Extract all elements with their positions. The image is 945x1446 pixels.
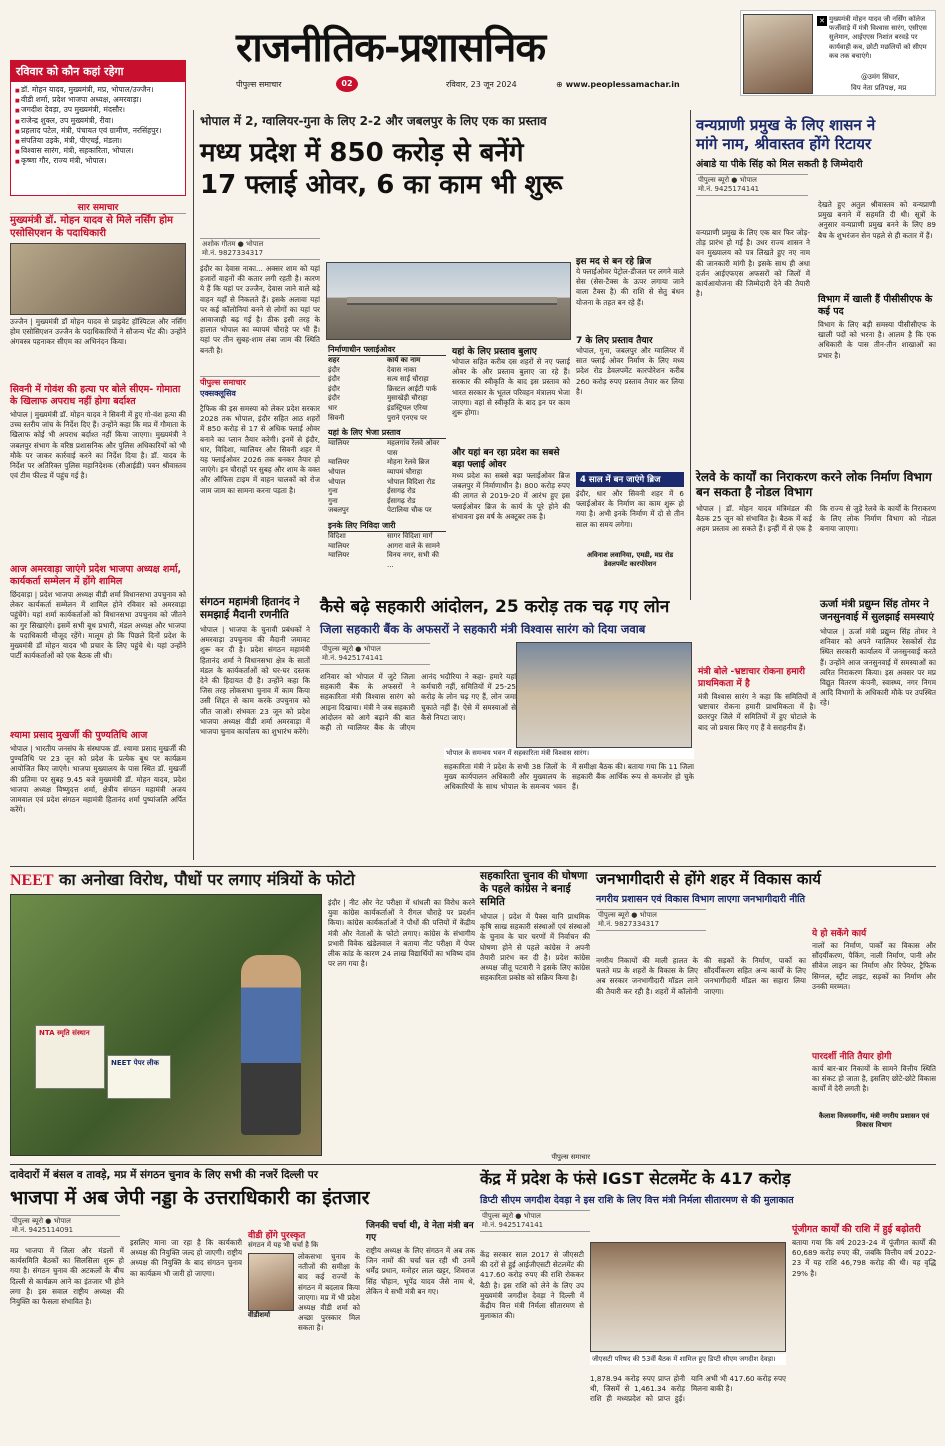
who-where-title: रविवार को कौन कहां रहेगा	[11, 61, 185, 82]
section-rule	[10, 866, 936, 867]
cell: इंदौर	[328, 375, 340, 384]
table-row	[328, 542, 446, 552]
list-item: ■ डॉ. मोहन यादव, मुख्यमंत्री, मप्र, भोपाल/उज्जैन।	[15, 85, 181, 95]
website-link[interactable]: www.peoplessamachar.in	[565, 79, 680, 89]
bjp-byline	[10, 1215, 120, 1237]
forest-text: देखते हुए अतुल श्रीवास्तव को वन्यप्राणी प्रमुख बनाने में सहमति दी थी। सूत्रों के अनुसार वन्यप्राणी प्रमुख बनने के लिए 89 बैच के शुभरंजन सेन पहले से ही कतार में हैं।	[818, 200, 936, 240]
col-text: इंदौर, धार और सिवनी शहर में 6 फ्लाईओवर के निर्माण का काम शुरू हो गया है। अभी इनके निर्माण में दो से तीन साल का समय लगेगा।	[576, 489, 684, 529]
table-under-construction	[328, 344, 446, 570]
energy-story	[820, 598, 936, 817]
cell: जबलपुर	[328, 506, 349, 515]
quote-author: @उमंग सिंघार,	[861, 73, 900, 81]
byline-mobile: मो.नं. 9827334317	[598, 920, 660, 928]
jan-side-headline: ये हो सकेंगे कार्य	[812, 929, 867, 939]
table-row	[328, 497, 446, 507]
table-row	[328, 506, 446, 516]
igst-photo-caption: जीएसटी परिषद की 53वीं बैठक में शामिल हुए डिप्टी सीएम जगदीश देवड़ा।	[590, 1354, 786, 1365]
table-row	[328, 532, 446, 542]
cell: गुना	[328, 496, 338, 505]
bjp-story	[10, 1168, 475, 1333]
sar-samachar-label: सार समाचार	[10, 200, 186, 214]
flyover-photo	[326, 262, 571, 340]
forest-headline-2: मांगे नाम, श्रीवास्तव होंगे रिटायर	[696, 135, 872, 153]
paper-name: पीपुल्स समाचार	[236, 79, 282, 89]
vd-headline: वीडी होंगे पुरस्कृत	[248, 1231, 306, 1241]
neet-headline-red: NEET	[10, 872, 54, 889]
coop-text: शनिवार को भोपाल में जुटे जिला सहकारी बैंक के अफसरों ने सहकारिता मंत्री विश्वास सारंग को आइना दिखाया। मंत्री ने जब सहकारी आंदोलन को आगे बढ़ाने की बात कही तो ग्वालियर बैंक के जीएम आनंद भदौरिया ने कहा- हमारे यहां कर्मचारी नहीं, समितियों में 25-25 करोड़ के लोन चढ़ गए हैं, लोन जमा चुकाते नहीं हैं। ऐसे में समस्याओं से कैसे निपटा जाए।	[320, 672, 516, 733]
highlight-box-title: 4 साल में बन जाएंगे ब्रिज	[576, 472, 684, 487]
lead-headline-1: मध्य प्रदेश में 850 करोड़ से बनेंगे	[200, 138, 524, 168]
cell: क्रिस्टल आईटी पार्क	[387, 384, 437, 393]
congress-story	[480, 870, 590, 1161]
igst-headline: केंद्र में प्रदेश के फंसे IGST सेटलमेंट के 417 करोड़	[480, 1169, 791, 1188]
forest-byline	[696, 174, 808, 196]
brief-caption: उज्जैन | मुख्यमंत्री डॉ मोहन यादव से प्राइवेट हॉस्पिटल और नर्सिंग होम एसोसिएशन उज्जैन के पदाधिकारियों ने सौजन्य भेंट की। उन्होंने अंगवस्त्र पहनाकर सीएम का अभिनंदन किया।	[10, 317, 186, 347]
coop-meeting-photo	[516, 642, 692, 748]
byline-name: पीपुल्स ब्यूरो ● भोपाल	[598, 911, 657, 919]
vd-box	[248, 1228, 360, 1333]
cell: महलगांव रेलवे ओवर पास	[387, 439, 440, 457]
quote-box	[740, 10, 936, 96]
bjp-headline: भाजपा में अब जेपी नड्डा के उत्तराधिकारी का इंतजार	[10, 1187, 370, 1209]
table-row	[328, 551, 446, 570]
byline-mobile: मो.नं. 9425114091	[12, 1226, 74, 1234]
table-row	[328, 385, 446, 395]
byline-mobile: मो.नं. 9425174141	[322, 654, 384, 662]
list-item: ■ प्रहलाद पटेल, मंत्री, पंचायत एवं ग्रामीण, नरसिंहपुर।	[15, 126, 181, 136]
brief-headline: सिवनी में गोवंश की हत्या पर बोले सीएम- गोमाता के खिलाफ अपराध नहीं होगा बर्दाश्त	[10, 384, 181, 407]
cell: धार	[328, 403, 337, 412]
bjp-col4-text: राष्ट्रीय अध्यक्ष के लिए संगठन में अब तक जिन नामों की चर्चा चल रही थी उनमें धर्मेंद्र प्रधान, मनोहर लाल खट्टर, शिवराज सिंह चौहान, भूपेंद्र यादव जैसे नाम थे, लेकिन ये सभी मंत्री बन गए।	[366, 1246, 475, 1296]
neet-story	[10, 870, 475, 1067]
cell: ग्वालियर	[328, 551, 350, 560]
forest-col2	[818, 200, 936, 440]
coop-story	[320, 596, 816, 792]
forest-text: वन्यप्राणी प्रमुख के लिए एक बार फिर जोड़-तोड़ प्रारंभ हो गई है। उधर राज्य शासन ने वन मुख्यालय को पत्र लिखते हुए नए नाम की जानकारी मांगी है। इसके साथ ही अधा दर्जन आईएफएस अफसरों को जिलों में कार्यआयोजना की जिम्मेदारी देने की तैयारी है।	[696, 228, 810, 299]
who-where-list	[11, 82, 185, 170]
table-header	[328, 356, 446, 366]
subhead: 7 के लिए प्रस्ताव तैयार	[576, 336, 653, 346]
table-title: इनके लिए निविदा जारी	[328, 520, 446, 532]
igst-subhead: डिप्टी सीएम जगदीश देवड़ा ने इस राशि के लिए वित्त मंत्री निर्मला सीतारमण से की मुलाकात	[480, 1195, 794, 1206]
cell: इंदौर	[328, 365, 340, 374]
igst-byline	[480, 1210, 590, 1232]
list-item: ■ विश्वास सारंग, मंत्री, सहकारिता, भोपाल।	[15, 146, 181, 156]
exclusive-badge	[200, 376, 320, 399]
cell: देवास नाका	[387, 365, 417, 374]
vd-sharma-photo	[248, 1253, 294, 1311]
rail-headline: रेलवे के कार्यों का निराकरण करने लोक निर्माण विभाग बन सकता है नोडल विभाग	[696, 470, 932, 499]
cell: इंदौर	[328, 384, 340, 393]
flyover-deck-shape	[347, 297, 557, 305]
quote-text: मुख्यमंत्री मोहन यादव जी नर्सिंग कॉलेज फर्जीवाड़े में मंत्री विश्वास सारंग, एसीएस सुलेमान, आईएएस निशांत बरवड़े पर कार्यवाही कब, छोटी मछलियों को सीएम कब तक बचाएंगे।	[829, 15, 927, 60]
page-number: 02	[336, 76, 358, 92]
jan-subhead: नगरीय प्रशासन एवं विकास विभाग लाएगा जनभागीदारी नीति	[596, 894, 806, 905]
byline-name: पीपुल्स ब्यूरो ● भोपाल	[482, 1212, 541, 1220]
energy-text: भोपाल | ऊर्जा मंत्री प्रद्युम्न सिंह तोमर ने शनिवार को अपने ग्वालियर रेसकोर्स रोड स्थित सरकारी कार्यालय में जनसुनवाई करते हैं। उन्होंने आज जनसुनवाई में समस्याओं का त्वरित निराकरण किया। इस अवसर पर मप्र विद्युत वितरण कंपनी, स्वास्थ्य, नगर निगम आदि विभागों के अधिकारी मौके पर उपस्थित रहे।	[820, 627, 936, 708]
list-item: ■ वीडी शर्मा, प्रदेश भाजपा अध्यक्ष, अमरवाड़ा।	[15, 95, 181, 105]
vd-subhead: संगठन में यह भी चर्चा है कि	[248, 1241, 319, 1249]
byline-mobile: मो.नं. 9827334317	[202, 249, 264, 257]
neet-poster	[107, 1055, 171, 1099]
neet-headline-rest: का अनोखा विरोध, पौधों पर लगाए मंत्रियों के फोटो	[59, 870, 355, 889]
brief-headline: मुख्यमंत्री डॉ. मोहन यादव से मिले नर्सिंग होम एसोसिएशन के पदाधिकारी	[10, 215, 174, 239]
bjp-text: इसलिए माना जा रहा है कि कार्यकारी अध्यक्ष की नियुक्ति जल्द हो जाएगी। राष्ट्रीय अध्यक्ष की नियुक्ति के बाद संगठन चुनाव का कार्यक्रम भी जारी हो जाएगा।	[130, 1238, 242, 1278]
column-divider	[193, 110, 194, 860]
vd-text: लोकसभा चुनाव के नतीजों की समीक्षा के बाद कई राज्यों के संगठन में बदलाव किया जाएगा। मप्र में भी प्रदेश अध्यक्ष वीडी शर्मा को अच्छा पुरस्कार मिल सकता है।	[298, 1252, 360, 1333]
cell: मोहना रेलवे ब्रिज	[387, 458, 430, 467]
table-row	[328, 394, 446, 404]
sangathan-text: भोपाल | भाजपा के चुनावी प्रबंधकों ने अमरवाड़ा उपचुनाव की मैदानी जमावट शुरू कर दी है। प्रदेश संगठन महामंत्री हितानंद शर्मा ने विधानसभा क्षेत्र के सातों मंडल के कार्यकर्ताओं को घर-घर दस्तक देने की हिदायत दी है। उन्होंने कहा कि जिस तरह लोकसभा चुनाव में काम किया उसी शिद्दत से काम करके उपचुनाव को जीत जाओ। संभवतः 23 जून को प्रदेश भाजपा अध्यक्ष वीडी शर्मा अमरवाड़ा में भाजपा चुनाव कार्यालय का शुभारंभ करेंगे।	[200, 625, 310, 737]
table-row	[328, 478, 446, 488]
cell: मुसाखेड़ी चौराहा	[387, 394, 428, 403]
cell: इंदौर	[328, 394, 340, 403]
rail-text: भोपाल | डॉ. मोहन यादव मंत्रिमंडल की बैठक 25 जून को संभावित है। बैठक में कई अहम प्रस्ताव आ सकते हैं। इन्हीं में से एक है कि राज्य से जुड़े रेलवे के कार्यों के निराकरण के लिए लोक निर्माण विभाग को नोडल बनाया जाएगा।	[696, 504, 936, 534]
subhead: और यहां बन रहा प्रदेश का सबसे बड़ा फ्लाई ओवर	[452, 448, 560, 470]
cell: सिवनी	[328, 413, 345, 422]
bjp-col4	[366, 1220, 475, 1446]
who-where-box	[10, 60, 186, 196]
neet-protest-photo	[10, 894, 322, 1156]
badge-paper: पीपुल्स समाचार	[200, 378, 246, 387]
globe-icon: ⊕	[556, 79, 563, 89]
table-row	[328, 487, 446, 497]
poster-text: NTA स्मृति संस्थान	[39, 1029, 90, 1037]
poster-text: NEET पेपर लीक	[111, 1059, 159, 1067]
cell: आगरा वाले के सामने	[387, 541, 440, 550]
jan-side-sign: कैलाश विजयवर्गीय, मंत्री नगरीय प्रशासन एवं विकास विभाग	[818, 1112, 930, 1129]
lead-headline-2: 17 फ्लाई ओवर, 6 का काम भी शुरू	[200, 170, 563, 200]
brief-amarwara	[10, 564, 186, 708]
table-title: निर्माणाधीन फ्लाईओवर	[328, 344, 446, 356]
table-row	[328, 375, 446, 385]
cell: विदिशा	[328, 531, 346, 540]
byline-name: पीपुल्स ब्यूरो ● भोपाल	[698, 176, 757, 184]
brief-text: भोपाल | मुख्यमंत्री डॉ. मोहन यादव ने सिवनी में हुए गो-वंश हत्या की उच्च स्तरीय जांच के निर्देश दिए हैं। उन्होंने कहा कि मप्र में गौमाता के खिलाफ कोई भी अपराध बर्दाश्त नहीं किया जाएगा। मुख्यमंत्री ने जबलपुर संभाग के वरिष्ठ प्रशासनिक और पुलिस अधिकारियों को भी मौके पर जाकर कार्रवाई करने का निर्देश दिया है। डॉ. यादव के निर्देश पर अतिरिक्त पुलिस महानिदेशक (सीआईडी) पवन श्रीवास्तव एवं टीम फील्ड में पहुंच गई है।	[10, 410, 186, 481]
igst-side-text: बताया गया कि वर्ष 2023-24 में पूंजीगत कार्यों की 60,689 करोड़ रुपए की, जबकि वित्तीय वर्ष 2022-23 में यह राशि 46,798 करोड़ की थी। यह वृद्धि 29% है।	[792, 1238, 936, 1278]
forest-story	[696, 116, 936, 360]
subhead: यहां के लिए प्रस्ताव बुलाए	[452, 347, 537, 357]
byline-name: अशोक गौतम ● भोपाल	[202, 240, 264, 248]
brief-headline: श्यामा प्रसाद मुखर्जी की पुण्यतिथि आज	[10, 730, 148, 741]
neet-poster	[35, 1025, 105, 1089]
brief-mukherjee	[10, 730, 186, 856]
column-divider	[690, 110, 691, 600]
igst-side-headline: पूंजीगत कार्यों की राशि में हुई बढ़ोतरी	[792, 1224, 921, 1235]
forest-subhead: अंबाडे या पीके सिंह को मिल सकती है जिम्मेदारी	[696, 159, 863, 170]
jan-headline: जनभागीदारी से होंगे शहर में विकास कार्य	[596, 870, 821, 888]
coop-photo-caption: भोपाल के समन्वय भवन में सहकारिता मंत्री विश्वास सारंग।	[444, 748, 694, 759]
brief-text: भोपाल | भारतीय जनसंघ के संस्थापक डॉ. श्यामा प्रसाद मुखर्जी की पुण्यतिथि पर 23 जून को प्रदेश के प्रत्येक बूथ पर कार्यक्रम आयोजित किए जाएंगे। भाजपा मुख्यालय के पास स्थित डॉ. मुखर्जी की प्रतिमा पर सुबह 9.45 बजे मुख्यमंत्री डॉ. मोहन यादव, प्रदेश भाजपा अध्यक्ष विष्णुदत्त शर्मा, क्षेत्रीय संगठन महामंत्री अजय जामवाल एवं प्रदेश संगठन महामंत्री हितानंद शर्मा पुष्पांजलि अर्पित करेंगे।	[10, 744, 186, 815]
cell: सागर विदिशा मार्ग	[387, 531, 433, 540]
subhead: इस मद से बन रहे ब्रिज	[576, 257, 652, 267]
issue-date: रविवार, 23 जून 2024	[446, 79, 517, 89]
table-row	[328, 468, 446, 478]
byline-name: पीपुल्स ब्यूरो ● भोपाल	[322, 645, 381, 653]
jan-story	[596, 870, 936, 1129]
brief-nursing	[10, 214, 186, 357]
nursing-meeting-photo	[10, 243, 186, 315]
lead-col1b-text: ट्रैफिक की इस समस्या को लेकर प्रदेश सरकार 2028 तक भोपाल, इंदौर सहित आठ शहरों में 850 करोड़ से 17 से अधिक फ्लाई ओवर बनाने का प्लान तैयार करेगी। इनमें से इंदौर, धार, विदिशा, ग्वालियर और सिवनी शहर में यह फ्लाईओवर 2026 तक बनकर तैयार हो जाएंगे। इन चौराहों पर सुबह और शाम के वक्त और ऑफिस टाइम में वाहन चालकों को रोज जाम जाम का सामना करना पड़ता है।	[200, 404, 320, 495]
coop-side	[698, 666, 816, 852]
coop-byline	[320, 643, 430, 665]
bjp-col4-headline: जिनकी चर्चा थी, वे नेता मंत्री बन गए	[366, 1221, 474, 1243]
col-text: भोपाल सहित करीब दस शहरों से नए फ्लाई ओवर के और प्रस्ताव बुलाए जा रहे हैं। सरकार की स्वीकृति के बाद इस प्रस्ताव को भारत सरकार के भूतल परिवहन मंत्रालय भेजा जाएगा। वहां से स्वीकृति के बाद इन पर काम शुरू होगा।	[452, 357, 570, 418]
table-head-work: कार्य का नाम	[387, 356, 421, 364]
umang-singhar-photo	[743, 14, 813, 94]
cell: सत्य साईं चौराहा	[387, 375, 429, 384]
congress-sign: पीपुल्स समाचार	[551, 1153, 590, 1161]
table-row	[328, 366, 446, 376]
jan-text: नगरीय निकायों की माली हालत के चलते मप्र के शहरों के विकास के लिए अब सरकार जनभागीदारी मॉडल लाने की तैयारी कर रही है। शहरों में कॉलोनी की सड़कों के निर्माण, पार्को का सौंदर्यीकरण सहित अन्य कार्यों के लिए जनभागीदारी मॉडल का सहारा लिया जाएगा।	[596, 956, 806, 996]
col-text: मध्य प्रदेश का सबसे बड़ा फ्लाईओवर ब्रिज जबलपुर में निर्माणाधीन है। 800 करोड़ रुपए की लागत से 2019-20 में आरंभ हुए इस फ्लाईओवर ब्रिज के कार्य के पूरे होने की संभावना इस वर्ष के अक्टूबर तक है।	[452, 471, 570, 521]
x-logo-icon: ✕	[817, 16, 827, 26]
table-head-city: शहर	[328, 356, 340, 364]
jan-side-text: कार्य बार-बार निकायों के सामने वित्तीय स्थिति का संकट हो जाता है, इसलिए छोटे-छोटे विकास कार्यों में देरी लगती है।	[812, 1064, 936, 1094]
byline-name: पीपुल्स ब्यूरो ● भोपाल	[12, 1217, 71, 1225]
badge-label: एक्सक्लूसिव	[200, 389, 236, 398]
cell: ग्वालियर	[328, 541, 350, 550]
byline-mobile: मो.नं. 9425174141	[482, 1221, 544, 1229]
igst-text: केंद्र सरकार साल 2017 से जीएसटी की दरों से हुई आईजीएसटी सेटलमेंट की 417.60 करोड़ रुपए की राशि रोककर बैठी है। इस राशि को लेने के लिए उप मुख्यमंत्री जगदीश देवड़ा ने दिल्ली में केंद्रीय वित्त मंत्री निर्मला सीतारमण से मुलाकात की।	[480, 1250, 584, 1321]
table-row	[328, 404, 446, 414]
congress-headline: सहकारिता चुनाव की घोषणा के पहले कांग्रेस ने बनाई समिति	[480, 870, 588, 908]
table-title: यहां के लिए भेजा प्रस्ताव	[328, 427, 446, 439]
table-row	[328, 414, 446, 424]
brief-headline: आज अमरवाड़ा जाएंगे प्रदेश भाजपा अध्यक्ष शर्मा, कार्यकर्ता सम्मेलन में होंगे शामिल	[10, 564, 182, 587]
bjp-text: मप्र भाजपा में जिला और मंडलों में कार्यसमिति बैठकों का सिलसिला शुरू हो गया है। संगठन चुनाव की अटकलों के बीच दिल्ली से कार्यक्रम आने का इंतजार भी होने लगा है। इस सवाल राष्ट्रीय अध्यक्ष की नियुक्ति का फैसला संभावित है।	[10, 1246, 124, 1307]
col-text: ये फ्लाईओवर पेट्रोल-डीजल पर लगने वाले सेस (सेस-टैक्स के ऊपर लगाया जाने वाला टैक्स है) की राशि से सेतु बंधन योजना के तहत बन रहे हैं।	[576, 267, 684, 307]
cell: पेटालिया चौक पर	[387, 506, 432, 515]
lead-kicker: भोपाल में 2, ग्वालियर-गुना के लिए 2-2 और जबलपुर के लिए एक का प्रस्ताव	[200, 114, 547, 128]
list-item: ■ जगदीश देवड़ा, उप मुख्यमंत्री, मंदसौर।	[15, 105, 181, 115]
gst-council-photo	[590, 1242, 786, 1352]
cell: भोपाल	[328, 477, 346, 486]
coop-side-text: मंत्री विश्वास सारंग ने कहा कि समितियों में भ्रष्टाचार रोकना हमारी प्राथमिकता में है। छतरपुर जिले में समितियों में हुए घोटाले के बाद जो प्रयास किए गए हैं वे सराहनीय हैं।	[698, 692, 816, 732]
cell: गुना	[328, 487, 338, 496]
subhead: विभाग में खाली हैं पीसीसीएफ के कई पद	[818, 294, 933, 317]
protester-figure	[241, 955, 301, 1135]
quote-role: विप नेता प्रतिपक्ष, मप्र	[851, 84, 907, 92]
jan-byline	[596, 909, 706, 931]
cell: ईसागढ़ रोड	[387, 496, 416, 505]
igst-side	[792, 1224, 936, 1434]
bjp-kicker: दावेदारों में बंसल व तावड़े, मप्र में संगठन चुनाव के लिए सभी की नजरें दिल्ली पर	[10, 1169, 319, 1181]
list-item: ■ कृष्णा गौर, राज्य मंत्री, भोपाल।	[15, 156, 181, 166]
lead-col4	[576, 254, 684, 569]
sangathan-story	[200, 596, 310, 829]
congress-text: भोपाल | प्रदेश में पैक्स यानि प्राथमिक कृषि साख सहकारी संस्थाओं एवं संस्थाओं के चुनाव के चार चरणों में निर्वाचन की घोषणा होने से पहले कांग्रेस ने अपनी तैयारी प्रारंभ कर दी है। प्रदेश कांग्रेस अध्यक्ष जीतू पटवारी ने इसके लिए कांग्रेस सहकारिता प्रकोष्ठ को सक्रिय किया है।	[480, 912, 590, 983]
coop-text: सहकारिता मंत्री ने प्रदेश के सभी 38 जिलों के मुख्य कार्यपालन अधिकारी और मुख्यालय के अधिकारियों के साथ भोपाल के समन्वय भवन में समीक्षा बैठक की। बताया गया कि 11 जिला सहकारी बैंक आर्थिक रूप से कमजोर हो चुके हैं।	[444, 762, 694, 792]
table-row	[328, 439, 446, 458]
byline-mobile: मो.नं. 9425174141	[698, 185, 760, 193]
forest-headline-1: वन्यप्राणी प्रमुख के लिए शासन ने	[696, 116, 876, 134]
col-text: भोपाल, गुना, जबलपुर और ग्वालियर में सात फ्लाई ओवर निर्माण के लिए मध्य प्रदेश रोड डेवलपमेंट कारपोरेशन करीब 260 करोड़ रुपए प्रस्ताव तैयार कर लिया है।	[576, 346, 684, 396]
energy-headline: ऊर्जा मंत्री प्रद्युम्न सिंह तोमर ने जनसुनवाई में सुलझाई समस्याएं	[820, 599, 934, 623]
jan-side-text: नालों का निर्माण, पार्कों का विकास और सौंदर्यीकरण, पैकिंग, नाली निर्माण, पानी और सीवेज लाइन का निर्माण और रिपेयर, ट्रैफिक सिग्नल, स्ट्रीट लाइट, सड़कों का निर्माण और उनकी मरम्मत।	[812, 941, 936, 991]
neet-text: इंदौर | नीट और नेट परीक्षा में धांधली का विरोध करने युवा कांग्रेस कार्यकर्ताओं ने रीगल चौराहे पर प्रदर्शन किया। कांग्रेस कार्यकर्ताओं ने पौधों की पत्तियों में केंद्रीय मंत्री और नेताओं के फोटो लगाए। कांग्रेस के संभागीय प्रभारी विवेक खंडेलवाल ने बताया नीट परीक्षा में पेपर लीक कांड के कारण 24 लाख विद्यार्थियों का भविष्य दांव पर लग गया है।	[328, 898, 475, 969]
cell: भोपाल	[328, 467, 346, 476]
masthead-strip	[236, 76, 736, 92]
vd-name: वीडीशर्मा	[248, 1311, 271, 1319]
cell: व्यापमं चौराहा	[387, 467, 423, 476]
coop-subhead: जिला सहकारी बैंक के अफसरों ने सहकारी मंत्री विश्वास सारंग को दिया जवाब	[320, 622, 646, 636]
cell: ग्वालियर	[328, 439, 350, 448]
list-item: ■ राजेन्द्र शुक्ल, उप मुख्यमंत्री, रीवा।	[15, 116, 181, 126]
forest-text: विभाग के लिए बड़ी समस्या पीसीसीएफ के खाली पदों को भरना है। आलम है कि एक अधिकारी के पास तीन-तीन शाखाओं का प्रभार है।	[818, 320, 936, 360]
cell: ग्वालियर	[328, 458, 350, 467]
sangathan-headline: संगठन महामंत्री हितानंद ने समझाई मैदानी रणनीति	[200, 596, 300, 621]
brief-seoni	[10, 384, 186, 520]
cell: विनय नगर, सभी की ...	[387, 551, 439, 569]
lead-story	[200, 112, 685, 590]
igst-text: 1,878.94 करोड़ रुपए प्राप्त होनी थी, जिसमें से 1,461.34 करोड़ राशि ही मध्यप्रदेश को प्राप्त हुई। यानि अभी भी 417.60 करोड़ रुपए मिलना बाकी है।	[590, 1374, 786, 1404]
list-item: ■ संपतिया उइके, मंत्री, पीएचई, मंडला।	[15, 136, 181, 146]
coop-side-headline: मंत्री बोले -भ्रष्टाचार रोकना हमारी प्राथमिकता में है	[698, 667, 805, 689]
table-row	[328, 458, 446, 468]
jan-side	[812, 926, 936, 1130]
section-rule	[10, 1164, 936, 1165]
quote-sign: अविनाश लवानिया, एमडी, मप्र रोड डेवलपमेंट कारपोरेशन	[586, 551, 674, 568]
igst-story	[480, 1168, 936, 1404]
lead-col1-text: इंदौर का देवास नाका... अक्सर शाम को यहां हजारों वाहनों की कतार लगी रहती है। कारण ये हैं कि यहां पर उज्जैन, देवास जाने वाले बड़े वाहन यहाँ से निकलते हैं। इसके अलावा यहां पर कई कॉलोनियां बनने से लोगों का यहां पर आवाजाही बढ़ गई है। ठीक इसी तरह के हालात भोपाल का व्यापमं चौराहे पर भी हैं। यहां पर तीन सुबह-शाम लंबा जाम की स्थिति बनती है।	[200, 264, 320, 355]
cell: भोपाल विदिशा रोड	[387, 477, 435, 486]
rail-story	[696, 470, 936, 562]
jan-side-headline: पारदर्शी नीति तैयार होगी	[812, 1052, 892, 1062]
cell: इंडस्ट्रियल एरिया	[387, 403, 428, 412]
neet-headline	[10, 870, 475, 891]
page-title: राजनीतिक-प्रशासनिक	[236, 25, 546, 71]
brief-text: छिंदवाड़ा | प्रदेश भाजपा अध्यक्ष वीडी शर्मा विधानसभा उपचुनाव को लेकर कार्यकर्ता सम्मेलन में शामिल होने रविवार को अमरवाड़ा पहुंचेंगे। यहां शर्मा कार्यकर्ताओं को विधानसभा उपचुनाव को जीतने का गुर सिखाएंगे। इसमें सभी बूथ प्रभारी, मंडल अध्यक्ष और भाजपा के पदाधिकारी मौजूद रहेंगे। मालूम हो कि पिछले दिनों प्रदेश के मुख्यमंत्री डॉ मोहन यादव भी प्रचार के लिए पहुंचे थे। यहां उन्होंने पार्टी कार्यकर्ताओं को एक बैठक ली थी।	[10, 590, 186, 661]
lead-byline	[200, 238, 320, 260]
cell: ईसागढ़ रोड	[387, 487, 416, 496]
coop-headline: कैसे बढ़े सहकारी आंदोलन, 25 करोड़ तक चढ़ गए लोन	[320, 597, 670, 617]
cell: पुराने एनएच पर	[387, 413, 427, 422]
lead-col3	[452, 344, 570, 591]
